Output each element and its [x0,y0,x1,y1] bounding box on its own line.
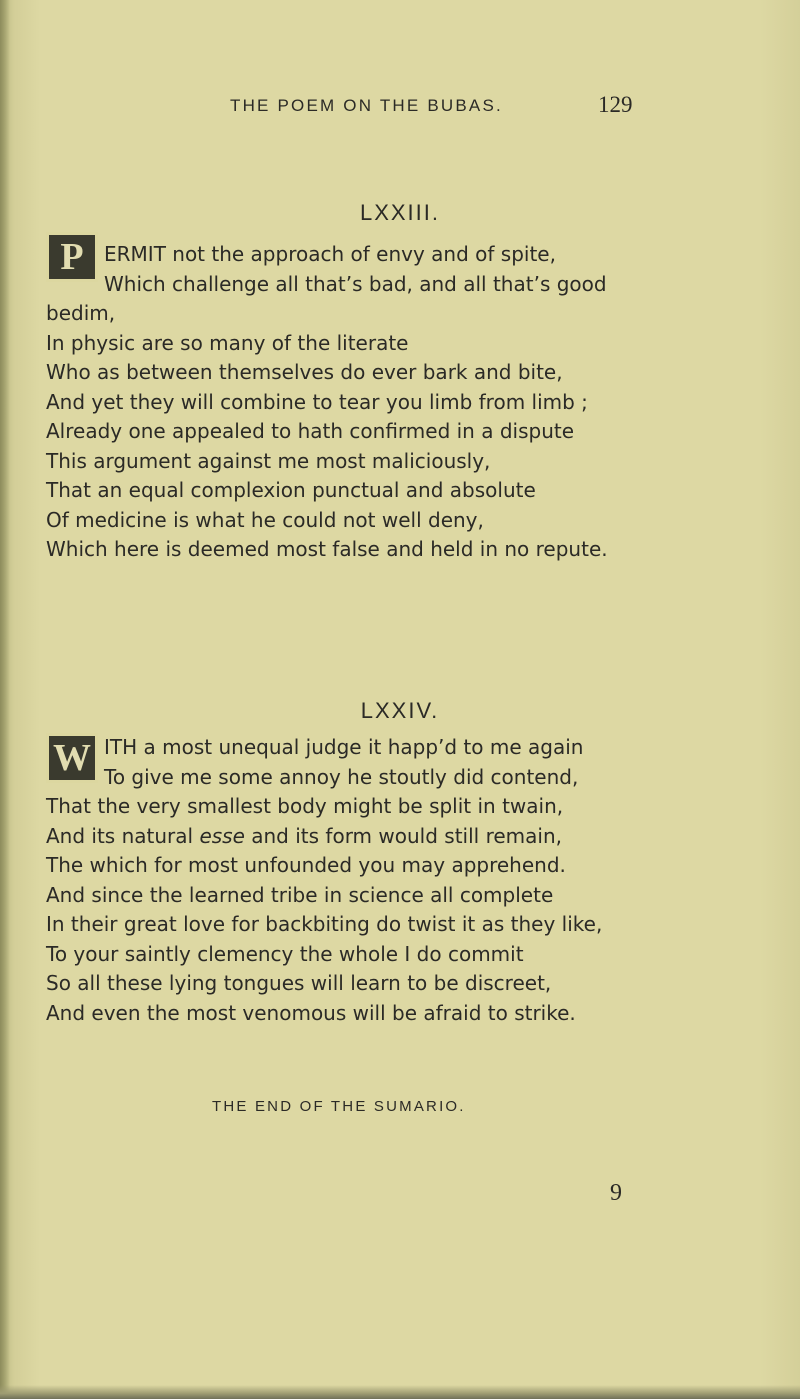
verse-line: To your saintly clemency the whole I do commit [46,941,524,966]
verse-line: This argument against me most maliciously, [46,448,491,473]
verse-line: Who as between themselves do ever bark and bite, [46,360,563,384]
verse-line: To give me some annoy he stoutly did contend, [104,764,579,789]
verse-line [46,822,602,852]
verse-line: In their great love for backbiting do twist it as they like, [46,912,603,936]
verse-line: Which challenge all that’s bad, and all that’s good [104,271,607,296]
verse-line-rest: and its form would still remain, [251,823,562,848]
verse-line: And since the learned tribe in science all complete [46,882,554,907]
verse-line: And even the most venomous will be afraid to strike. [46,1000,576,1025]
verse-line: So all these lying tongues will learn to be discreet, [46,971,552,995]
end-note: THE END OF THE SUMARIO. [212,1098,466,1115]
running-head: THE POEM ON THE BUBAS. [230,96,503,115]
page-bottom-edge [0,1385,800,1399]
verse-line: Of medicine is what he could not well deny, [46,507,484,532]
italic-word: esse [199,823,245,848]
verse-line: And yet they will combine to tear you limb from limb ; [46,389,588,414]
verse-line: Already one appealed to hath confirmed in a dispute [46,419,575,443]
signature-mark: 9 [610,1180,622,1206]
verse-lxxiv [46,733,602,1028]
verse-line: ITH a most unequal judge it happ’d to me again [104,735,584,759]
verse-line: The which for most unfounded you may apprehend. [46,853,566,877]
section-title-lxxiv: LXXIV. [360,698,440,723]
verse-lxxiii [46,240,608,565]
verse-line: That an equal complexion punctual and absolute [46,478,536,502]
verse-line: In physic are so many of the literate [46,330,409,355]
drop-cap-p: P [46,232,98,282]
drop-cap-w: W [46,733,98,783]
section-title-lxxiii: LXXIII. [359,200,441,225]
verse-line: That the very smallest body might be split in twain, [46,794,564,818]
page-number: 129 [598,92,633,117]
verse-line: ERMIT not the approach of envy and of spite, [104,242,556,266]
verse-line: Which here is deemed most false and held in no repute. [46,537,608,561]
verse-line-start: And its natural [46,823,194,848]
verse-line: bedim, [46,301,116,325]
